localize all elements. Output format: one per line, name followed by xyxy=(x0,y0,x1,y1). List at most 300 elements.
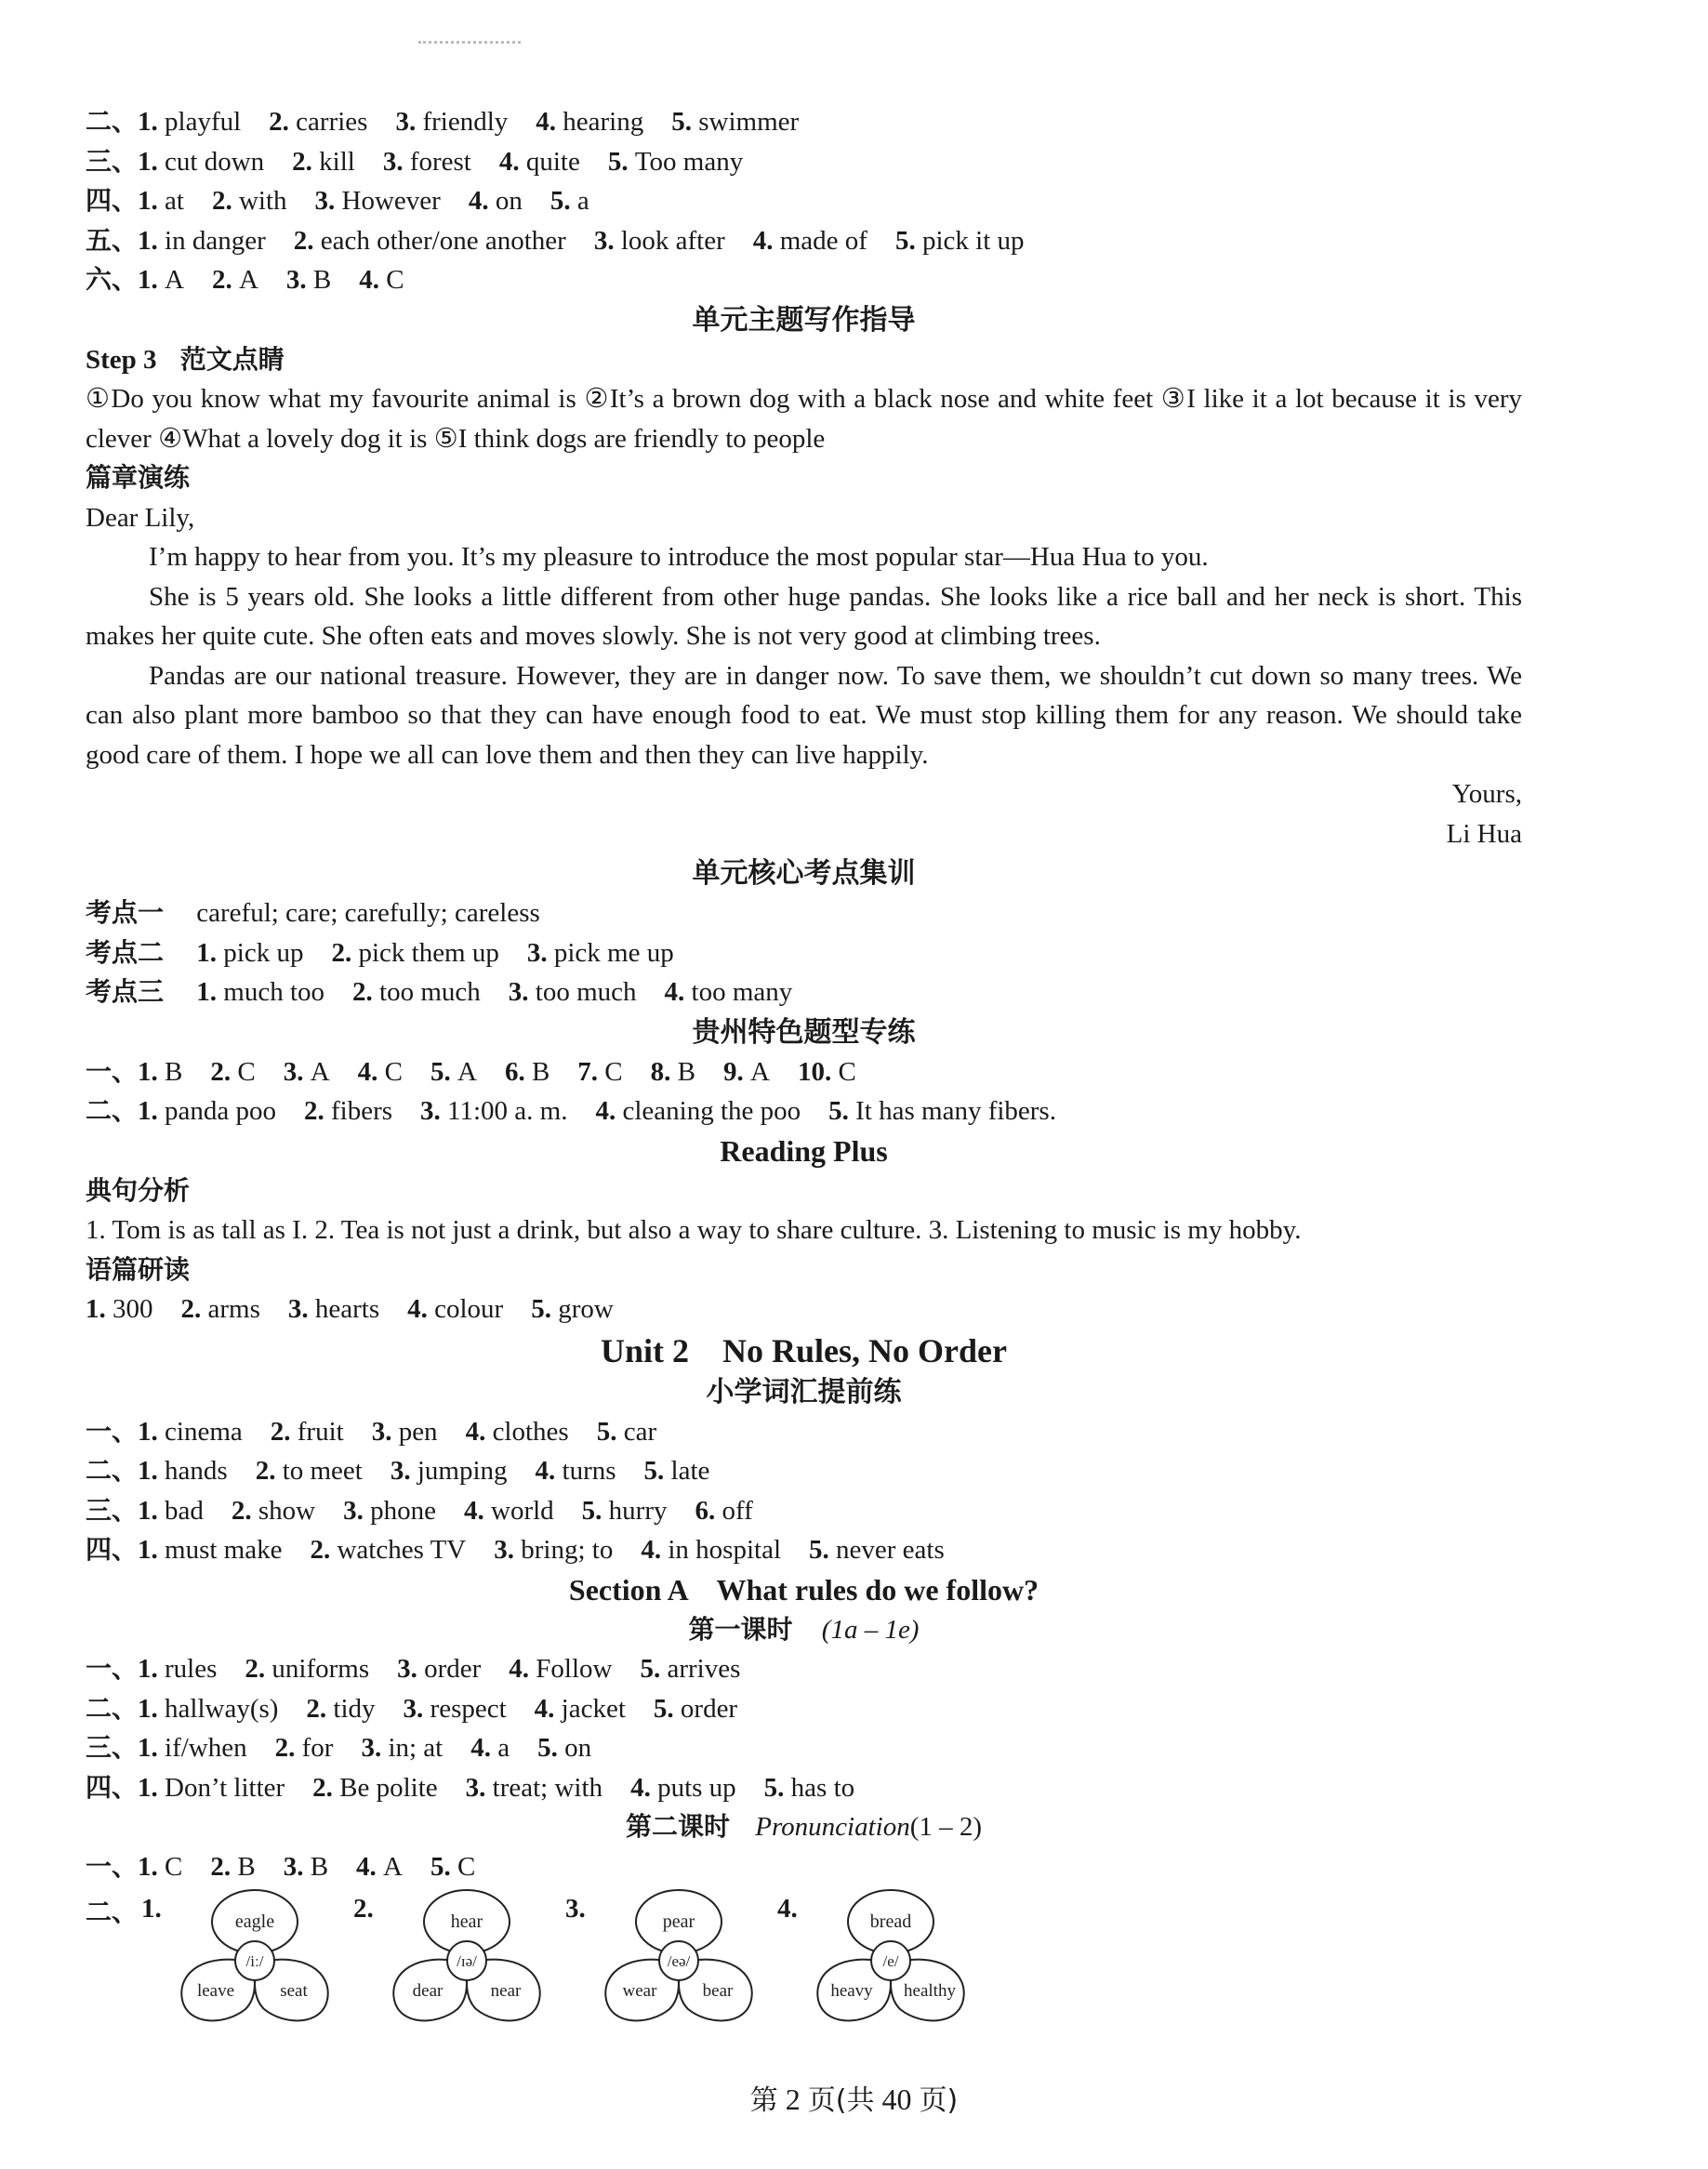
answer-item xyxy=(271,1417,344,1447)
answer-text: if/when xyxy=(165,1733,247,1763)
answer-item xyxy=(294,226,566,256)
answer-item xyxy=(608,147,743,177)
answer-item xyxy=(395,107,508,137)
answer-item xyxy=(138,107,241,137)
answer-number: 3. xyxy=(361,1733,389,1763)
answer-text: fibers xyxy=(331,1096,393,1126)
answer-item xyxy=(245,1654,369,1684)
answer-number: 1. xyxy=(138,1416,166,1447)
answer-item xyxy=(644,1456,710,1486)
answer-text: each other/one another xyxy=(320,225,566,256)
answer-number: 4. xyxy=(595,1096,623,1126)
answer-text: in danger xyxy=(165,225,266,256)
core-point-label: 考点一 xyxy=(86,897,165,928)
answer-item xyxy=(138,1535,282,1565)
answer-text: C xyxy=(237,1056,256,1087)
answer-number: 3. xyxy=(314,186,342,216)
answer-item xyxy=(288,1294,379,1324)
top-edge-mark xyxy=(418,41,521,44)
answer-text: panda poo xyxy=(165,1096,277,1126)
answer-number: 3. xyxy=(285,265,313,295)
answer-item xyxy=(671,107,799,137)
flower-number: 2. xyxy=(353,1894,374,1924)
model-sentences: ①Do you know what my favourite animal is ②It’s a brown dog with a black nose and white feet ③I like it a lot because it is very clever ④What a lovely dog it is ⑤I think dogs are friendly to people xyxy=(86,384,1522,454)
answer-number: 4. xyxy=(464,1495,491,1526)
answer-number: 3. xyxy=(508,977,536,1007)
answer-item xyxy=(469,186,523,216)
answer-text: C xyxy=(165,1851,183,1882)
answer-text: kill xyxy=(319,146,355,177)
answer-number: 2. xyxy=(231,1495,258,1526)
answer-number: 5. xyxy=(894,225,922,256)
answer-number: 5. xyxy=(643,1456,671,1486)
answer-item xyxy=(466,1417,569,1447)
answer-text: playful xyxy=(165,107,242,137)
answer-text: B xyxy=(677,1056,695,1087)
answer-line xyxy=(86,1530,1522,1570)
answer-number: 5. xyxy=(671,107,699,137)
lesson-1-label: 第一课时 xyxy=(688,1613,793,1645)
answer-item xyxy=(286,265,331,295)
answer-text: made of xyxy=(779,225,867,256)
answer-item xyxy=(138,147,264,177)
answer-item xyxy=(284,1057,330,1087)
answer-text: with xyxy=(238,186,287,216)
flower-drawing xyxy=(169,1886,337,2026)
answer-text: quite xyxy=(525,146,580,177)
answer-number: 1. xyxy=(138,1733,166,1763)
answer-item xyxy=(361,1733,443,1763)
answer-item xyxy=(470,1733,510,1763)
answer-number: 1. xyxy=(138,186,166,216)
answer-item xyxy=(310,1535,466,1565)
answer-text: world xyxy=(491,1495,554,1526)
answer-number: 3. xyxy=(343,1495,371,1526)
flower-phoneme: /eə/ xyxy=(667,1952,691,1970)
answer-number: 2. xyxy=(293,225,321,256)
answer-number: 4. xyxy=(752,225,780,256)
answer-text: C xyxy=(384,1056,403,1087)
answer-number: 2. xyxy=(210,1056,238,1087)
answer-number: 1. xyxy=(138,1772,166,1803)
answer-page xyxy=(86,102,1522,2026)
answer-text: A xyxy=(383,1851,403,1882)
answer-text: hallway(s) xyxy=(165,1693,279,1724)
core-point-items xyxy=(196,938,673,968)
answer-text: Don’t litter xyxy=(165,1772,285,1803)
answer-item xyxy=(798,1057,856,1087)
answer-line-label: 二、 xyxy=(86,1897,139,1927)
answer-number: 3. xyxy=(382,146,410,177)
flower-number: 1. xyxy=(141,1894,162,1924)
answer-item xyxy=(466,1773,602,1803)
answer-text: B xyxy=(237,1851,256,1882)
answer-text: much too xyxy=(223,977,325,1007)
answer-number: 1. xyxy=(138,1495,166,1526)
answer-item xyxy=(352,977,481,1007)
flower-drawing xyxy=(593,1886,761,2026)
answer-item xyxy=(138,1456,228,1486)
answer-text: B xyxy=(531,1056,550,1087)
answer-line-label: 二、 xyxy=(86,106,139,137)
answer-item xyxy=(383,147,471,177)
typical-sentences-title: 典句分析 xyxy=(86,1174,191,1206)
answer-number: 2. xyxy=(255,1456,283,1486)
answer-number: 5. xyxy=(640,1654,668,1684)
page-footer xyxy=(0,2077,1708,2118)
answer-item xyxy=(505,1057,549,1087)
answer-item xyxy=(764,1773,854,1803)
vocab-section-title: 小学词汇提前练 xyxy=(706,1375,902,1409)
answer-text: respect xyxy=(430,1693,507,1724)
answer-number: 2. xyxy=(274,1733,302,1763)
answer-text: for xyxy=(301,1733,334,1763)
answer-line xyxy=(86,1289,1522,1329)
practice-title: 篇章演练 xyxy=(86,462,191,493)
answer-text: hearing xyxy=(563,107,644,137)
answer-text: uniforms xyxy=(271,1654,370,1684)
answer-item xyxy=(269,107,367,137)
answer-text: arms xyxy=(207,1294,260,1324)
answer-number: 3. xyxy=(526,937,554,968)
answer-number: 3. xyxy=(494,1535,522,1565)
flower-right-word: healthy xyxy=(904,1981,956,2001)
answer-item xyxy=(138,1417,243,1447)
answer-line-label: 三、 xyxy=(86,1732,139,1763)
answer-text: hands xyxy=(165,1456,228,1486)
flower-drawing xyxy=(381,1886,549,2026)
answer-item xyxy=(595,1096,801,1126)
answer-number: 1. xyxy=(138,1851,166,1882)
answer-item xyxy=(356,1852,403,1882)
footer-suffix: 页) xyxy=(919,2084,959,2117)
answer-item xyxy=(895,226,1025,256)
answer-item xyxy=(284,1852,328,1882)
answer-number: 3. xyxy=(287,1294,315,1324)
letter-greeting: Dear Lily, xyxy=(86,502,195,533)
answer-number: 4. xyxy=(641,1535,669,1565)
answer-text: friendly xyxy=(422,107,509,137)
answer-text: on xyxy=(564,1733,592,1763)
answer-item xyxy=(196,977,324,1007)
answer-text: clothes xyxy=(492,1416,569,1447)
footer-total-pages: 40 xyxy=(881,2083,912,2116)
answer-number: 5. xyxy=(763,1772,791,1803)
flower-top-word: hear xyxy=(450,1911,483,1932)
lesson-1-title xyxy=(86,1610,1522,1650)
answer-item xyxy=(212,265,258,295)
answer-number: 4. xyxy=(536,107,563,137)
answer-number: 3. xyxy=(465,1772,493,1803)
footer-middle: 页(共 xyxy=(807,2084,875,2117)
answer-number: 3. xyxy=(283,1056,311,1087)
answer-text: C xyxy=(386,265,404,295)
core-point-label: 考点二 xyxy=(86,936,165,968)
lesson-2-title xyxy=(86,1807,1522,1847)
core-point-items xyxy=(196,977,792,1007)
answer-text: to meet xyxy=(282,1456,363,1486)
answer-text: It has many fibers. xyxy=(855,1096,1056,1126)
answer-line xyxy=(86,1052,1522,1092)
answer-item xyxy=(358,1057,403,1087)
answer-item xyxy=(597,1417,656,1447)
answer-text: However xyxy=(341,186,441,216)
answer-text: Too many xyxy=(634,146,744,177)
flower-left-word: leave xyxy=(196,1981,235,2001)
answer-text: A xyxy=(457,1056,477,1087)
answer-text: treat; with xyxy=(492,1772,603,1803)
lesson-1-range: (1a – 1e) xyxy=(821,1614,920,1645)
answer-item xyxy=(138,1096,276,1126)
answer-number: 1. xyxy=(138,1096,166,1126)
answer-text: carries xyxy=(296,107,368,137)
answer-number: 2. xyxy=(270,1416,298,1447)
answer-item xyxy=(306,1694,375,1724)
reading-plus-title: Reading Plus xyxy=(720,1133,888,1168)
answer-item xyxy=(665,977,793,1007)
answer-item xyxy=(138,1654,217,1684)
answer-item xyxy=(138,1773,285,1803)
answer-item xyxy=(359,265,404,295)
answer-number: 4. xyxy=(509,1654,536,1684)
answer-text: jumping xyxy=(417,1456,508,1486)
answer-number: 2. xyxy=(331,937,359,968)
answer-number: 2. xyxy=(245,1654,272,1684)
flower-top-word: bread xyxy=(869,1911,912,1932)
answer-text: forest xyxy=(409,146,471,177)
answer-item xyxy=(343,1496,436,1526)
writing-section-title: 单元主题写作指导 xyxy=(692,303,916,337)
answer-text: Follow xyxy=(536,1654,613,1684)
answer-number: 3. xyxy=(395,107,423,137)
answer-text: B xyxy=(312,265,332,295)
answer-line xyxy=(86,142,1522,182)
answer-line-label: 二、 xyxy=(86,1455,139,1486)
answer-item xyxy=(641,1535,781,1565)
answer-number: 4. xyxy=(535,1456,563,1486)
footer-prefix: 第 xyxy=(749,2084,778,2117)
answer-number: 5. xyxy=(531,1294,559,1324)
answer-item xyxy=(196,938,303,968)
answer-text: never eats xyxy=(836,1535,945,1565)
answer-text: 11:00 a. m. xyxy=(447,1096,568,1126)
answer-number: 1. xyxy=(138,1056,166,1087)
letter-paragraph: I’m happy to hear from you. It’s my pleasure to introduce the most popular star—Hua Hua to you. xyxy=(149,542,1209,572)
answer-item xyxy=(723,1057,770,1087)
answer-item xyxy=(527,938,674,968)
answer-item xyxy=(397,1654,481,1684)
answer-number: 2. xyxy=(269,107,297,137)
answer-item xyxy=(86,1294,153,1324)
answer-number: 4. xyxy=(470,1733,498,1763)
answer-number: 4. xyxy=(465,1416,493,1447)
answer-text: C xyxy=(838,1056,856,1087)
answer-item xyxy=(430,1057,477,1087)
answer-number: 2. xyxy=(210,1851,238,1882)
answer-number: 9. xyxy=(722,1056,750,1087)
lesson-2-range: (1 – 2) xyxy=(909,1812,983,1842)
answer-number: 1. xyxy=(196,977,224,1007)
answer-text: cut down xyxy=(165,146,265,177)
answer-text: turns xyxy=(562,1456,616,1486)
step-label: Step 3 xyxy=(86,344,157,375)
answer-line-label: 五、 xyxy=(86,224,139,256)
answer-text: tidy xyxy=(333,1693,376,1724)
answer-item xyxy=(537,1733,591,1763)
answer-text: phone xyxy=(370,1495,436,1526)
answer-item xyxy=(550,186,589,216)
answer-number: 6. xyxy=(695,1495,722,1526)
answer-number: 10. xyxy=(797,1056,839,1087)
answer-text: puts up xyxy=(657,1772,736,1803)
answer-line-label: 六、 xyxy=(86,264,139,295)
answer-item xyxy=(828,1096,1056,1126)
answer-item xyxy=(138,1694,278,1724)
answer-text: A xyxy=(310,1056,330,1087)
answer-number: 3. xyxy=(403,1693,430,1724)
answer-item xyxy=(212,186,287,216)
answer-text: bad xyxy=(165,1495,204,1526)
answer-number: 2. xyxy=(306,1693,334,1724)
answer-text: car xyxy=(623,1416,657,1447)
guizhou-section-title: 贵州特色题型专练 xyxy=(692,1015,916,1049)
answer-text: must make xyxy=(165,1535,283,1565)
answer-item xyxy=(210,1852,255,1882)
answer-item xyxy=(654,1694,737,1724)
answer-text: late xyxy=(670,1456,710,1486)
answer-text: a xyxy=(576,186,589,216)
answer-text: too many xyxy=(691,977,793,1007)
answer-line-label: 二、 xyxy=(86,1692,139,1724)
answer-number: 1. xyxy=(196,937,224,968)
answer-item xyxy=(138,226,266,256)
answer-number: 2. xyxy=(304,1096,332,1126)
footer-page-number: 2 xyxy=(785,2083,801,2116)
answer-number: 5. xyxy=(653,1693,681,1724)
answer-text: 300 xyxy=(113,1294,153,1324)
answer-line xyxy=(86,181,1522,221)
answer-text: swimmer xyxy=(698,107,800,137)
answer-text: pen xyxy=(398,1416,438,1447)
lesson-2-topic: Pronunciation xyxy=(755,1812,910,1842)
answer-text: too much xyxy=(379,977,481,1007)
core-point-text: careful; care; carefully; careless xyxy=(196,898,540,928)
answer-text: cleaning the poo xyxy=(622,1096,801,1126)
answer-number: 5. xyxy=(607,146,635,177)
flower-right-word: near xyxy=(490,1981,522,2001)
answer-line xyxy=(86,1649,1522,1689)
core-section-title: 单元核心考点集训 xyxy=(692,857,916,890)
answer-number: 5. xyxy=(828,1096,856,1126)
answer-number: 2. xyxy=(180,1294,208,1324)
letter-paragraph: Pandas are our national treasure. However, they are in danger now. To save them, we shouldn’t cut down so many trees. We can also plant more bamboo so that they can have enough food to eat. We must stop killing them for any reason. We should take good care of them. I hope we all can love them and then they can live happily. xyxy=(86,660,1522,770)
answer-item xyxy=(404,1694,507,1724)
answer-item xyxy=(138,1496,204,1526)
answer-text: bring; to xyxy=(521,1535,614,1565)
answer-line xyxy=(86,221,1522,261)
answer-text: at xyxy=(165,186,184,216)
answer-line-label: 一、 xyxy=(86,1055,139,1087)
answer-number: 2. xyxy=(352,977,380,1007)
answer-number: 2. xyxy=(211,265,239,295)
answer-item xyxy=(391,1456,508,1486)
section-a-title: Section A What rules do we follow? xyxy=(568,1572,1039,1607)
answer-text: off xyxy=(722,1495,753,1526)
answer-text: A xyxy=(238,265,258,295)
answer-number: 4. xyxy=(359,265,387,295)
answer-item xyxy=(536,1456,616,1486)
answer-item xyxy=(304,1096,392,1126)
answer-item xyxy=(138,265,184,295)
answer-text: look after xyxy=(620,225,725,256)
answer-number: 4. xyxy=(407,1294,435,1324)
answer-number: 5. xyxy=(809,1535,836,1565)
answer-item xyxy=(753,226,867,256)
answer-number: 2. xyxy=(310,1535,338,1565)
answer-number: 6. xyxy=(504,1056,532,1087)
answer-item xyxy=(536,107,643,137)
core-point-line xyxy=(86,893,1522,933)
answer-number: 2. xyxy=(312,1772,340,1803)
answer-item xyxy=(331,938,498,968)
answer-item xyxy=(582,1496,668,1526)
flower-phoneme: /iː/ xyxy=(245,1952,264,1970)
answer-text: order xyxy=(424,1654,482,1684)
answer-number: 1. xyxy=(138,1535,166,1565)
answer-text: fruit xyxy=(297,1416,344,1447)
letter-closing: Yours, xyxy=(1451,779,1522,809)
flower-number: 3. xyxy=(565,1894,586,1924)
answer-item xyxy=(181,1294,260,1324)
answer-number: 4. xyxy=(468,186,496,216)
answer-line xyxy=(86,1768,1522,1808)
answer-item xyxy=(275,1733,334,1763)
answer-line-label: 二、 xyxy=(86,1095,139,1126)
answer-number: 5. xyxy=(596,1416,624,1447)
answer-line-label: 一、 xyxy=(86,1415,139,1447)
answer-item xyxy=(138,1733,247,1763)
answer-text: B xyxy=(165,1056,183,1087)
answer-text: watches TV xyxy=(337,1535,467,1565)
answer-text: jacket xyxy=(561,1693,626,1724)
flower-right-word: seat xyxy=(280,1981,308,2001)
flower-left-word: wear xyxy=(622,1981,657,2001)
answer-number: 1. xyxy=(138,1456,166,1486)
answer-line xyxy=(86,1728,1522,1768)
answer-item xyxy=(695,1496,753,1526)
answer-item xyxy=(210,1057,255,1087)
answer-text: rules xyxy=(165,1654,218,1684)
answer-item xyxy=(256,1456,363,1486)
answer-line xyxy=(86,1451,1522,1491)
answer-item xyxy=(312,1773,438,1803)
answer-line xyxy=(86,102,1522,142)
answer-text: pick them up xyxy=(358,937,499,968)
answer-number: 4. xyxy=(664,977,692,1007)
answer-line-label: 三、 xyxy=(86,1494,139,1526)
answer-text: pick me up xyxy=(553,937,674,968)
answer-text: pick up xyxy=(223,937,304,968)
core-point-line xyxy=(86,933,1522,973)
answer-number: 7. xyxy=(577,1056,605,1087)
answer-number: 1. xyxy=(138,1654,166,1684)
answer-item xyxy=(509,1654,612,1684)
answer-text: a xyxy=(497,1733,510,1763)
answer-item xyxy=(494,1535,613,1565)
answer-text: colour xyxy=(434,1294,504,1324)
answer-number: 1. xyxy=(86,1294,113,1324)
answer-line-label: 一、 xyxy=(86,1653,139,1684)
